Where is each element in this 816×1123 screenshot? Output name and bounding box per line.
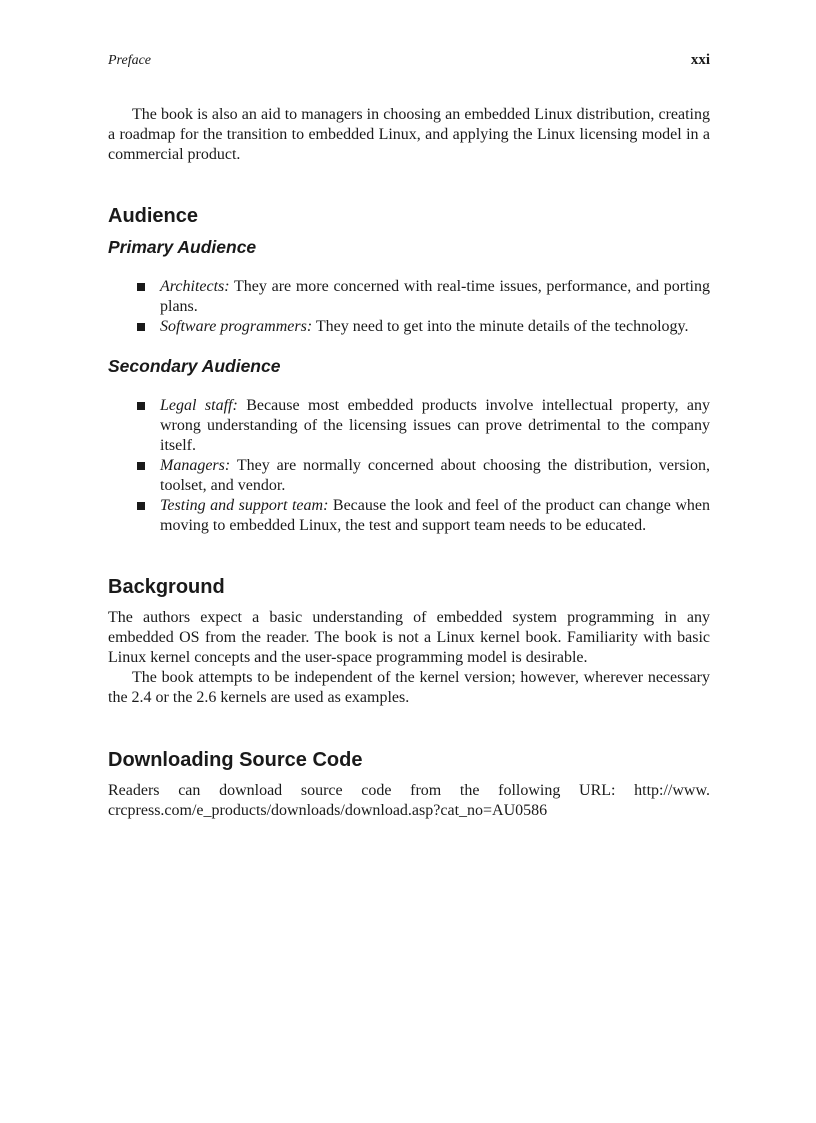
- list-item-text: Because most embedded products involve intellectual property, any wrong understanding of the licensing issues can prove detrimental to the company itself.: [160, 396, 711, 454]
- bullet-square-icon: [137, 323, 145, 331]
- running-head: [108, 52, 710, 74]
- background-paragraph-2: The book attempts to be independent of the kernel version; however, wherever necessary the 2.4 or the 2.6 kernels are used as examples.: [108, 669, 710, 707]
- list-item-text: They are normally concerned about choosing the distribution, version, toolset, and vendor.: [160, 456, 710, 494]
- bullet-square-icon: [137, 462, 145, 470]
- bullet-square-icon: [137, 283, 145, 291]
- book-page: [108, 52, 710, 821]
- background-heading: Background: [108, 575, 225, 598]
- secondary-audience-heading: Secondary Audience: [108, 355, 281, 376]
- list-item-text: They need to get into the minute details of the technology.: [312, 317, 689, 335]
- list-item: [160, 456, 710, 496]
- list-item-term: Software programmers:: [160, 317, 313, 335]
- list-item-text: They are more concerned with real-time issues, performance, and porting plans.: [160, 277, 710, 315]
- list-item: [160, 277, 710, 317]
- bullet-square-icon: [137, 502, 145, 510]
- list-item: [160, 396, 710, 456]
- bullet-square-icon: [137, 402, 145, 410]
- running-head-section: Preface: [108, 53, 152, 68]
- primary-audience-heading: Primary Audience: [108, 236, 257, 257]
- list-item: [160, 317, 710, 337]
- list-item-term: Testing and support team:: [160, 496, 329, 514]
- list-item-text: Because the look and feel of the product can change when moving to embedded Linux, the test and support team needs to be educated.: [160, 496, 710, 534]
- secondary-audience-list: [108, 396, 710, 536]
- audience-heading: Audience: [108, 204, 199, 227]
- primary-audience-list: [108, 277, 710, 337]
- list-item-term: Managers:: [160, 456, 231, 474]
- list-item: [160, 496, 710, 536]
- list-item-term: Architects:: [160, 277, 230, 295]
- intro-paragraph: The book is also an aid to managers in choosing an embedded Linux distribution, creating a roadmap for the transition to embedded Linux, and applying the Linux licensing model in a commercial product.: [108, 106, 710, 164]
- background-paragraph-1: The authors expect a basic understanding of embedded system programming in any embedded OS from the reader. The book is not a Linux kernel book. Familiarity with basic Linux kernel concepts and the user-space programming model is desirable.: [108, 608, 710, 667]
- download-paragraph: Readers can download source code from the following URL: http://www. crcpress.com/e_products/downloads/download.asp?cat_no=AU0586: [108, 781, 710, 819]
- page-number: xxi: [690, 52, 710, 68]
- list-item-term: Legal staff:: [160, 396, 238, 414]
- downloading-source-code-heading: Downloading Source Code: [108, 748, 363, 771]
